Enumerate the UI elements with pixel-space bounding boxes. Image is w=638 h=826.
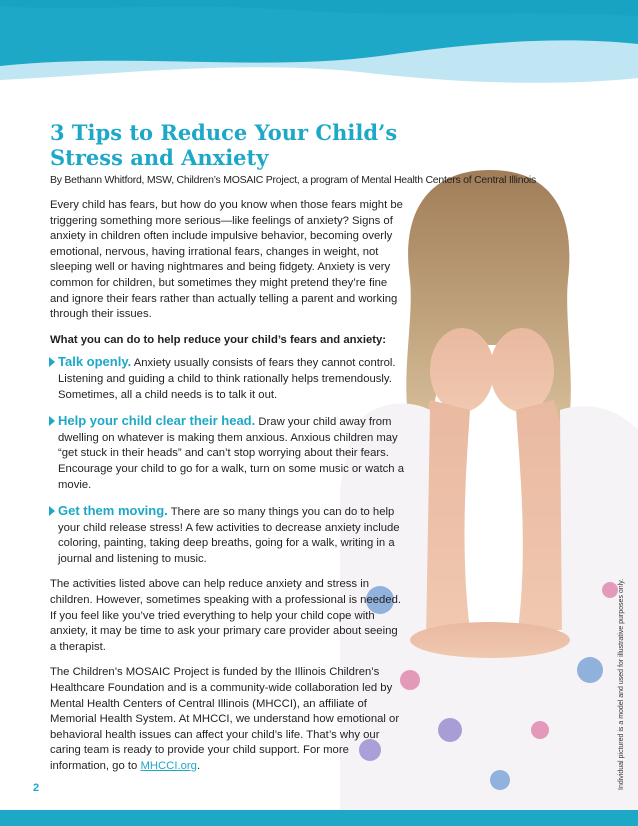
mhcci-link[interactable]: MHCCI.org [140,760,197,772]
article-body [50,198,405,785]
closing-text: The Children’s MOSAIC Project is funded by the Illinois Children’s Healthcare Foundation and is a community-wide collaboration led by Mental Health Centers of Central Illinois (MHCCI), an affiliate of Memorial Health System. At MHCCI, we understand how emotional or behavioral health issues can affect your child’s life. That’s why our caring team is ready to provide your child support. For more information, go to [50,666,400,772]
tip-item [50,503,405,567]
page-number: 2 [33,782,40,794]
title-line-2: Stress and Anxiety [50,145,269,170]
photo-credit: Individual pictured is a model and used for illustrative purposes only. [618,578,625,790]
tip-heading: Get them moving. [58,503,168,519]
arrow-right-icon [49,416,55,426]
tips-lead: What you can do to help reduce your child’s fears and anxiety: [50,333,387,346]
arrow-right-icon [49,357,55,367]
arrow-right-icon [49,506,55,516]
tip-heading: Help your child clear their head. [58,413,256,429]
tip-item [50,354,405,403]
followup-paragraph: The activities listed above can help reduce anxiety and stress in children. However, sometimes speaking with a professional is needed. If you feel like you’ve tried everything to help your child cope with anxiety, it may be time to ask your primary care provider about seeing a therapist. [50,578,402,653]
tip-item [50,413,405,493]
intro-paragraph: Every child has fears, but how do you know when those fears might be triggering something more serious—like feelings of anxiety? Signs of anxiety in children often include impulsive behavior, becoming overly emotional, nervous, having irrational fears, changes in weight, not sleeping well or having nightmares and being fidgety. Anxiety is very common for children, but sometimes they might pretend they’re fine and ignore their fears rather than actually telling a parent and working through their issues. [50,199,403,321]
byline: By Bethann Whitford, MSW, Children’s MOSAIC Project, a program of Mental Health Centers of Central Illinois [50,174,537,186]
tip-text: Draw your child away from dwelling on whatever is making them anxious. Anxious children may “get stuck in their heads” and can’t stop worrying about their fears. Encourage your child to go for a walk, turn on some music or watch a movie. [58,416,404,491]
closing-period: . [196,760,201,772]
header-wave-decoration [0,0,638,90]
tip-text: There are so many things you can do to help your child release stress! A few activities to decrease anxiety include coloring, painting, taking deep breaths, going for a walk, writing in a journal and listening to music. [58,506,400,565]
tip-heading: Talk openly. [58,354,132,370]
article-title [50,120,490,170]
footer-bar [0,810,638,826]
title-line-1: 3 Tips to Reduce Your Child’s [50,120,398,145]
tip-text: Anxiety usually consists of fears they cannot control. Listening and guiding a child to think rationally helps tremendously. Sometimes, all a child needs is to talk it out. [58,357,396,401]
closing-paragraph [50,665,405,774]
